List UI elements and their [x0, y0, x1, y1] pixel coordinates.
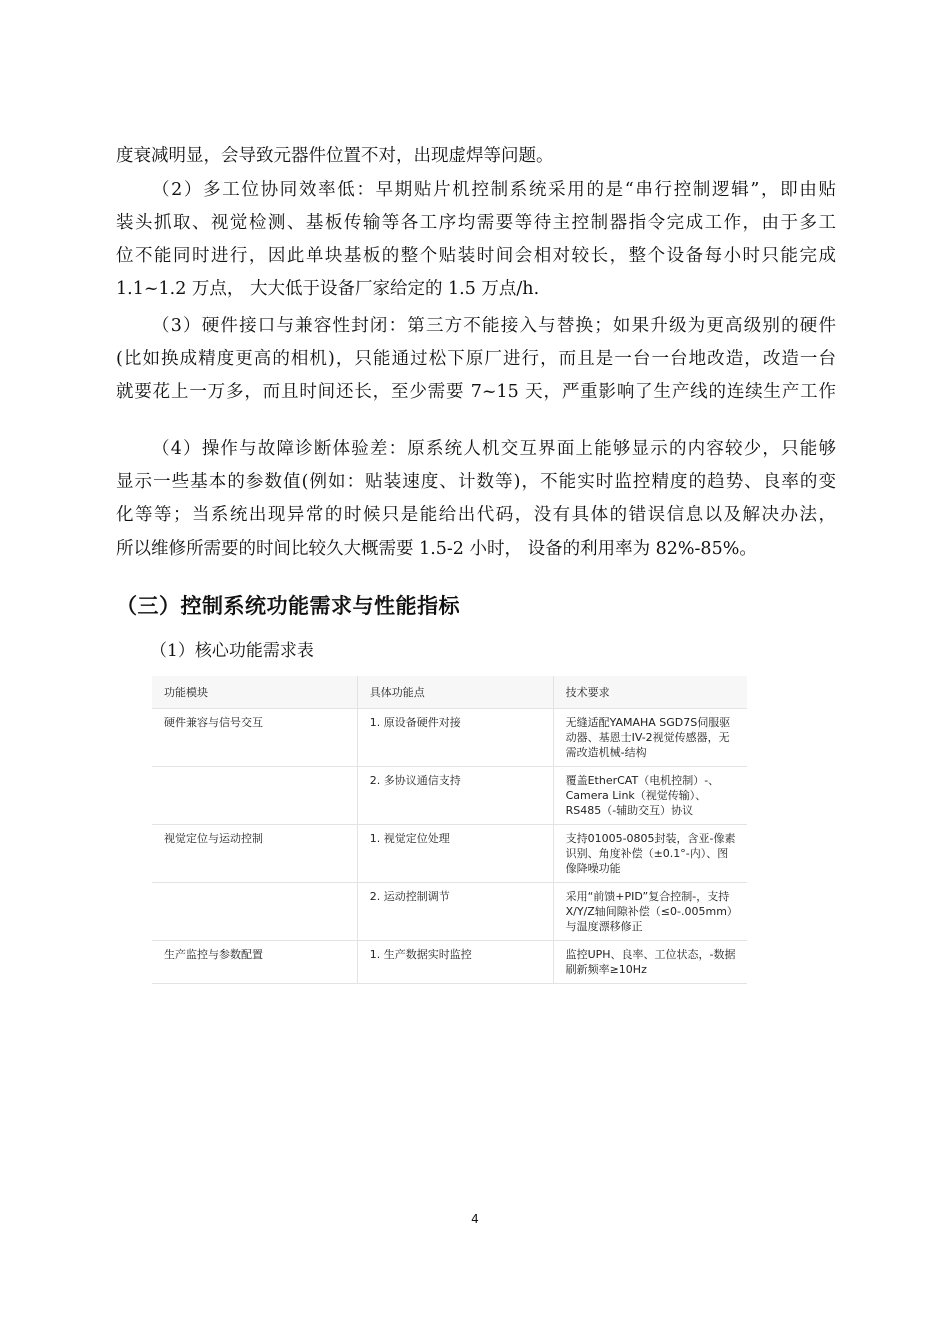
- cell-module: 生产监控与参数配置: [152, 941, 357, 984]
- header-module: 功能模块: [152, 676, 357, 709]
- page-number: 4: [471, 1212, 479, 1226]
- requirements-table: [152, 676, 747, 984]
- table-row: [152, 941, 747, 984]
- p3-line-1: （3）硬件接口与兼容性封闭：第三方不能接入与替换；如果升级为更高级别的硬件: [152, 316, 836, 336]
- cell-module: 视觉定位与运动控制: [152, 825, 357, 883]
- p2-line-4: 1.1~1.2 万点， 大大低于设备厂家给定的 1.5 万点/h.: [116, 279, 540, 299]
- cell-requirement: 无缝适配YAMAHA SGD7S伺服驱动器、基恩士IV-2视觉传感器，无需改造机械-结构: [553, 709, 747, 767]
- cell-function: 1. 原设备硬件对接: [357, 709, 553, 767]
- p1-line-1: 度衰减明显，会导致元器件位置不对，出现虚焊等问题。: [116, 146, 554, 166]
- cell-requirement: 支持01005-0805封装，含亚-像素识别、角度补偿（±0.1°-内）、图像降噪功能: [553, 825, 747, 883]
- p4-line-3: 化等等；当系统出现异常的时候只是能给出代码，没有具体的错误信息以及解决办法，: [116, 505, 836, 525]
- cell-module: [152, 883, 357, 941]
- p4-line-1: （4）操作与故障诊断体验差：原系统人机交互界面上能够显示的内容较少，只能够: [152, 439, 836, 459]
- requirements-table-container: [152, 676, 747, 1011]
- table-row: [152, 709, 747, 767]
- header-function-point: 具体功能点: [357, 676, 553, 709]
- table-caption: （1）核心功能需求表: [150, 641, 314, 661]
- cell-module: [152, 767, 357, 825]
- cell-module: 硬件兼容与信号交互: [152, 709, 357, 767]
- p3-line-2: (比如换成精度更高的相机)，只能通过松下原厂进行，而且是一台一台地改造，改造一台: [116, 349, 836, 369]
- table-row: [152, 883, 747, 941]
- cell-requirement: 覆盖EtherCAT（电机控制）-、Camera Link（视觉传输）、RS485（-辅助交互）协议: [553, 767, 747, 825]
- cell-requirement: 采用“前馈+PID”复合控制-，支持X/Y/Z轴间隙补偿（≤0-.005mm）与温度漂移修正: [553, 883, 747, 941]
- p4-line-2: 显示一些基本的参数值(例如：贴装速度、计数等)，不能实时监控精度的趋势、良率的变: [116, 472, 836, 492]
- p4-line-4: 所以维修所需要的时间比较久大概需要 1.5-2 小时， 设备的利用率为 82%-85%。: [116, 539, 757, 559]
- cell-function: 2. 运动控制调节: [357, 883, 553, 941]
- p2-line-2: 装头抓取、视觉检测、基板传输等各工序均需要等待主控制器指令完成工作，由于多工: [116, 213, 836, 233]
- table-row: [152, 767, 747, 825]
- p2-line-1: （2）多工位协同效率低：早期贴片机控制系统采用的是“串行控制逻辑”，即由贴: [152, 180, 836, 200]
- p2-line-3: 位不能同时进行，因此单块基板的整个贴装时间会相对较长，整个设备每小时只能完成: [116, 246, 836, 266]
- cell-requirement: 监控UPH、良率、工位状态，-数据刷新频率≥10Hz: [553, 941, 747, 984]
- cell-function: 1. 视觉定位处理: [357, 825, 553, 883]
- cell-function: 2. 多协议通信支持: [357, 767, 553, 825]
- table-row: [152, 825, 747, 883]
- table-header-row: [152, 676, 747, 709]
- section-heading: （三）控制系统功能需求与性能指标: [116, 594, 460, 618]
- p3-line-3: 就要花上一万多，而且时间还长，至少需要 7~15 天，严重影响了生产线的连续生产工作: [116, 382, 836, 402]
- header-tech-requirement: 技术要求: [553, 676, 747, 709]
- cell-function: 1. 生产数据实时监控: [357, 941, 553, 984]
